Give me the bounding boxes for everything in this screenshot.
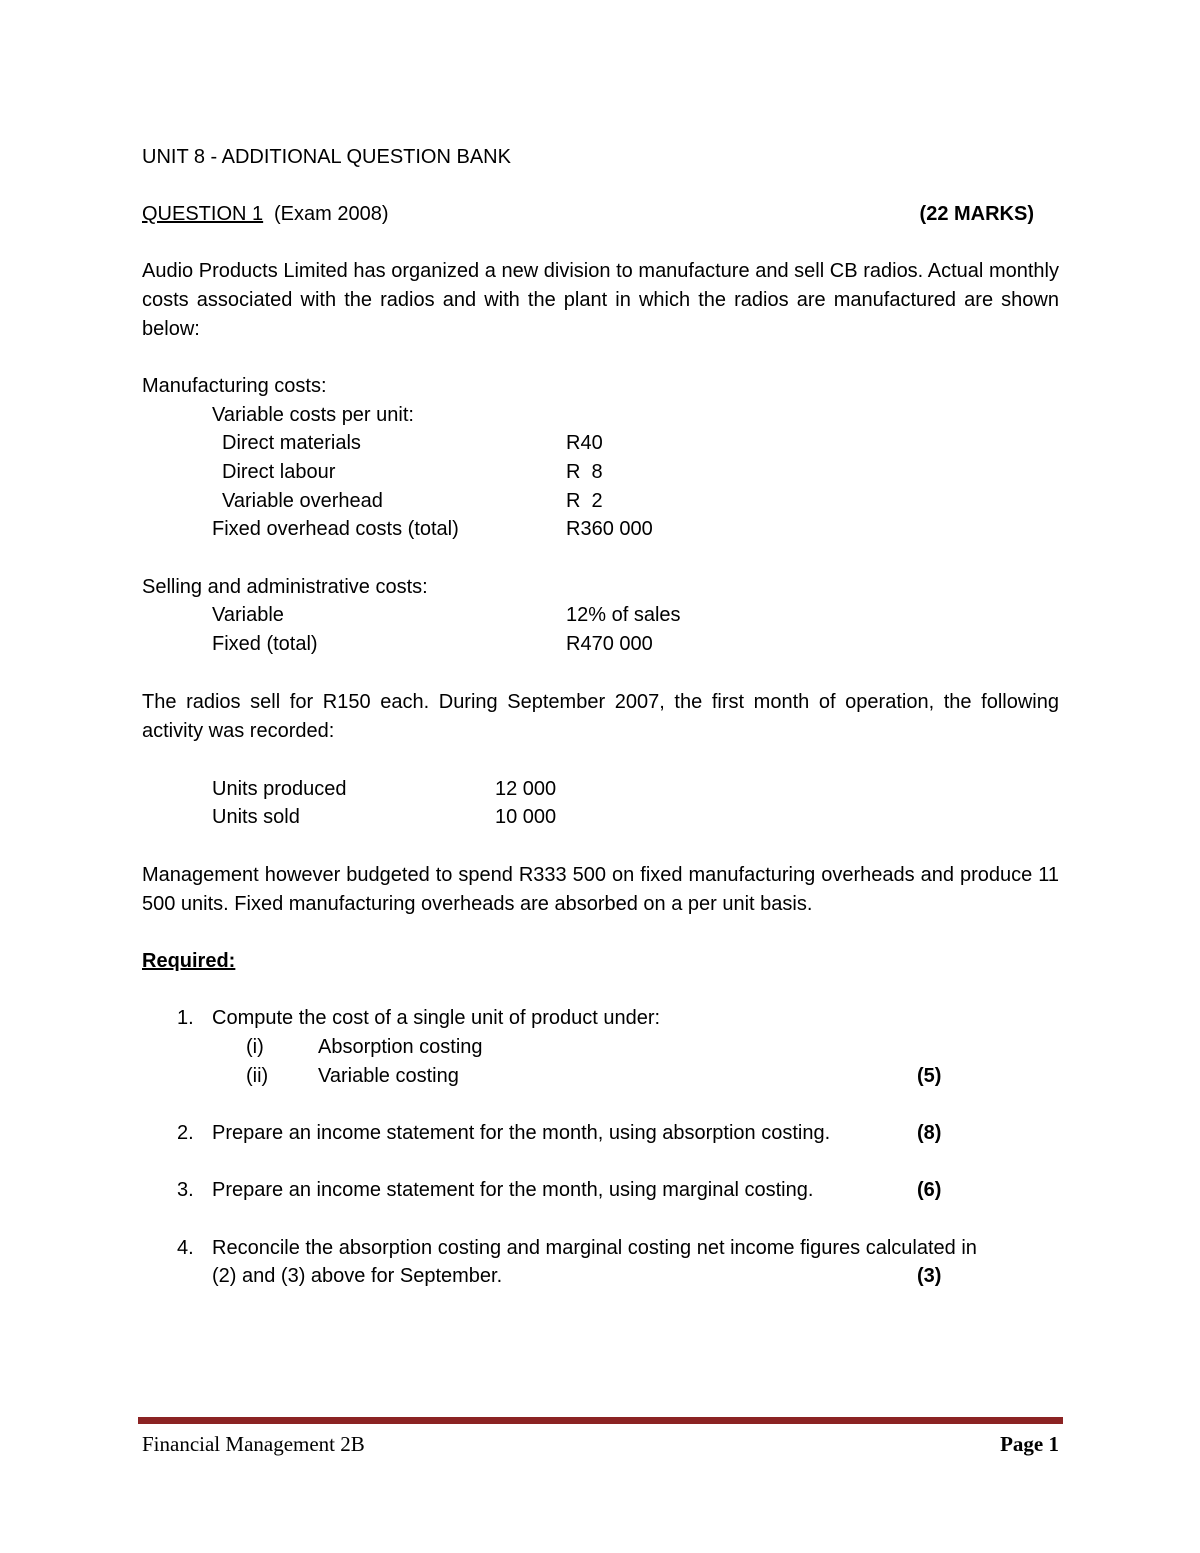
required-item-number: 4. [177,1237,194,1259]
cost-value: R40 [566,432,603,454]
footer-page-number: Page 1 [1000,1432,1059,1456]
question-marks: (22 MARKS) [919,203,1034,225]
required-item-text: Compute the cost of a single unit of product under: [212,1007,661,1029]
selling-label: Variable [212,604,284,626]
question-source: (Exam 2008) [274,203,389,225]
required-heading: Required: [142,950,236,972]
required-item-marks: (5) [917,1065,942,1087]
required-item-text: Prepare an income statement for the month, using marginal costing. [212,1179,814,1201]
selling-value: 12% of sales [566,604,681,626]
cost-value: R 2 [566,490,603,512]
required-item-number: 2. [177,1122,194,1144]
selling-value: R470 000 [566,633,653,655]
required-item-marks: (8) [917,1122,942,1144]
activity-intro: The radios sell for R150 each. During September 2007, the first month of operation, the following activity was recorded: [142,691,1059,742]
required-item-text-continued: (2) and (3) above for September. [212,1265,503,1287]
cost-label: Direct labour [222,461,336,483]
activity-label: Units sold [212,806,300,828]
cost-label: Variable overhead [222,490,383,512]
sub-item-text: Variable costing [318,1065,459,1087]
activity-value: 10 000 [495,806,557,828]
sub-item-number: (i) [246,1036,264,1058]
question-label: QUESTION 1 [142,203,264,225]
footer-rule [138,1417,1063,1424]
required-item-number: 1. [177,1007,194,1029]
selling-label: Fixed (total) [212,633,318,655]
budget-text: Management however budgeted to spend R333 500 on fixed manufacturing overheads and produce 11 500 units. Fixed manufacturing overheads are absorbed on a per unit basis. [142,864,1059,915]
sub-item-number: (ii) [246,1065,269,1087]
required-item-text: Prepare an income statement for the month, using absorption costing. [212,1122,831,1144]
cost-label: Direct materials [222,432,361,454]
variable-costs-heading: Variable costs per unit: [212,404,414,426]
required-item-marks: (6) [917,1179,942,1201]
required-item-text: Reconcile the absorption costing and marginal costing net income figures calculated in [212,1237,977,1259]
sub-item-text: Absorption costing [318,1036,483,1058]
cost-value: R 8 [566,461,603,483]
manufacturing-heading: Manufacturing costs: [142,375,327,397]
document-title: UNIT 8 - ADDITIONAL QUESTION BANK [142,146,511,168]
footer-course-title: Financial Management 2B [142,1432,365,1456]
question-intro: Audio Products Limited has organized a new division to manufacture and sell CB radios. Actual monthly costs associated with the radios and with the plant in which the radios are manufactured are shown below: [142,260,1059,340]
required-item-marks: (3) [917,1265,942,1287]
selling-heading: Selling and administrative costs: [142,576,428,598]
activity-label: Units produced [212,778,347,800]
activity-value: 12 000 [495,778,557,800]
fixed-overhead-value: R360 000 [566,518,653,540]
required-item-number: 3. [177,1179,194,1201]
fixed-overhead-label: Fixed overhead costs (total) [212,518,459,540]
